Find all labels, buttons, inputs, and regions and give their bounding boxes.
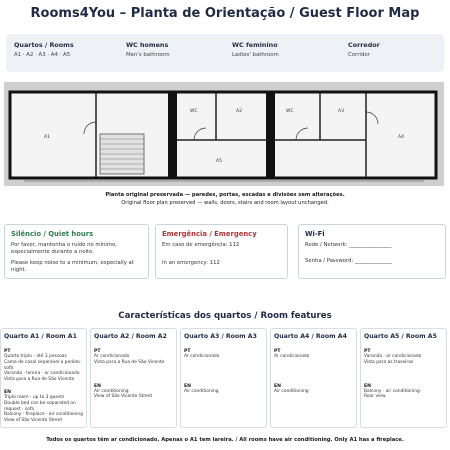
room-card-a3: [180, 328, 267, 428]
plan-label-a4: A4: [398, 135, 404, 140]
quiet-pt: Por favor, mantenha o ruído no mínimo, especialmente durante a noite.: [11, 242, 117, 255]
plan-label-wc-men: WC: [190, 109, 198, 114]
room-a5-pt-2: Vista para as traseiras: [364, 359, 414, 365]
legend-corridor-title: Corredor: [348, 41, 380, 49]
room-a1-pt-1: Quarto triplo - até 3 pessoas: [4, 354, 67, 359]
legend-rooms: [14, 41, 74, 58]
page-title: Rooms4You – Planta de Orientação / Guest Floor Map: [30, 6, 420, 21]
room-a3-en-label: EN: [184, 383, 191, 389]
plan-label-a1: A1: [44, 135, 50, 140]
plan-label-a2: A2: [236, 109, 242, 114]
room-a2-title: Quarto A2 / Room A2: [94, 333, 167, 340]
room-a5-en-1: Balcony · air conditioning: [364, 388, 420, 394]
room-a2-pt-2: Vista para a Rua de São Vicente: [94, 359, 165, 365]
quiet-en: Please keep noise to a minimum, especially at night.: [11, 260, 134, 273]
floor-plan-drawing: [4, 82, 444, 186]
room-card-a4: [270, 328, 357, 428]
room-a2-en-2: View of São Vicente Street: [94, 394, 153, 400]
room-a4-en-label: EN: [274, 383, 281, 389]
room-a1-pt-3: Varanda · lareira · ar condicionado: [4, 371, 80, 377]
room-a2-en-label: EN: [94, 383, 101, 389]
legend-wc-women-title: WC feminino: [232, 41, 278, 49]
room-a4-pt-1: Ar condicionado: [274, 354, 310, 359]
legend-corridor: [348, 41, 380, 58]
quiet-title: Silêncio / Quiet hours: [11, 230, 94, 238]
caption-en: Original floor plan preserved — walls, doors, stairs and room layout unchanged.: [121, 200, 329, 206]
plan-label-a5: A5: [216, 159, 222, 164]
legend-wc-women: [232, 41, 279, 58]
room-a2-pt-label: PT: [94, 349, 101, 354]
quiet-hours-card: [4, 224, 149, 279]
caption-pt: Planta original preservada — paredes, portas, escadas e divisões sem alterações.: [105, 192, 345, 198]
room-a1-title: Quarto A1 / Room A1: [4, 333, 77, 340]
room-a4-pt-label: PT: [274, 349, 281, 354]
room-a1-pt-2: Cama de casal separável a pedido · sofá: [4, 359, 83, 371]
legend-rooms-title: Quartos / Rooms: [14, 41, 74, 49]
room-a2-pt-1: Ar condicionado: [94, 354, 130, 359]
room-card-a1: [0, 328, 87, 428]
emergency-pt: Em caso de emergência: 112: [162, 242, 240, 248]
room-card-a5: [360, 328, 447, 428]
wifi-title: Wi-Fi: [305, 230, 325, 238]
room-a5-title: Quarto A5 / Room A5: [364, 333, 437, 340]
legend-wc-women-sub: Ladies' bathroom: [232, 52, 279, 58]
room-a5-en-2: Rear view: [364, 394, 386, 400]
features-heading: Características dos quartos / Room features: [118, 311, 332, 321]
legend-bar: [6, 34, 444, 72]
room-a1-pt-label: PT: [4, 349, 11, 354]
room-a3-pt-label: PT: [184, 349, 191, 354]
plan-label-a3: A3: [338, 109, 344, 114]
room-a1-en-4: View of São Vicente Street: [4, 418, 63, 424]
room-a1-en-2: Double bed can be separated on request · sofa: [4, 400, 76, 412]
room-a3-pt-1: Ar condicionado: [184, 354, 220, 359]
plan-caption: [0, 191, 450, 207]
room-card-a2: [90, 328, 177, 428]
emergency-en: In an emergency: 112: [162, 260, 220, 266]
room-a1-en-label: EN: [4, 389, 11, 395]
room-a5-pt-label: PT: [364, 349, 371, 354]
emergency-card: [155, 224, 288, 279]
floor-plan: [4, 82, 444, 186]
room-a3-en-1: Air conditioning: [184, 388, 219, 394]
plan-label-wc-women: WC: [286, 109, 294, 114]
footer-note: Todos os quartos têm ar condicionado. Apenas o A1 tem lareira. / All rooms have air conditioning. Only A1 has a fireplace.: [46, 437, 404, 443]
emergency-title: Emergência / Emergency: [162, 230, 257, 238]
wifi-password: Senha / Password: ______________: [305, 258, 393, 264]
legend-corridor-sub: Corridor: [348, 52, 370, 58]
legend-wc-men: [126, 41, 170, 58]
legend-wc-men-title: WC homens: [126, 41, 169, 49]
room-a1-en-1: Triple room - up to 3 guests: [4, 394, 65, 400]
room-a1-en-3: Balcony · fireplace · air conditioning: [4, 412, 83, 418]
room-a1-pt-4: Vista para a Rua de São Vicente: [4, 377, 75, 383]
wifi-card: [298, 224, 446, 279]
legend-rooms-sub: A1 · A2 · A3 · A4 · A5: [14, 52, 71, 58]
room-a4-en-1: Air conditioning: [274, 388, 309, 394]
room-a5-pt-1: Varanda · ar condicionado: [364, 354, 422, 359]
room-a5-en-label: EN: [364, 383, 371, 389]
legend-wc-men-sub: Men's bathroom: [126, 52, 170, 58]
room-a2-en-1: Air conditioning: [94, 388, 129, 394]
room-a4-title: Quarto A4 / Room A4: [274, 333, 347, 340]
room-a3-title: Quarto A3 / Room A3: [184, 333, 257, 340]
wifi-network: Rede / Network: ________________: [305, 242, 392, 248]
